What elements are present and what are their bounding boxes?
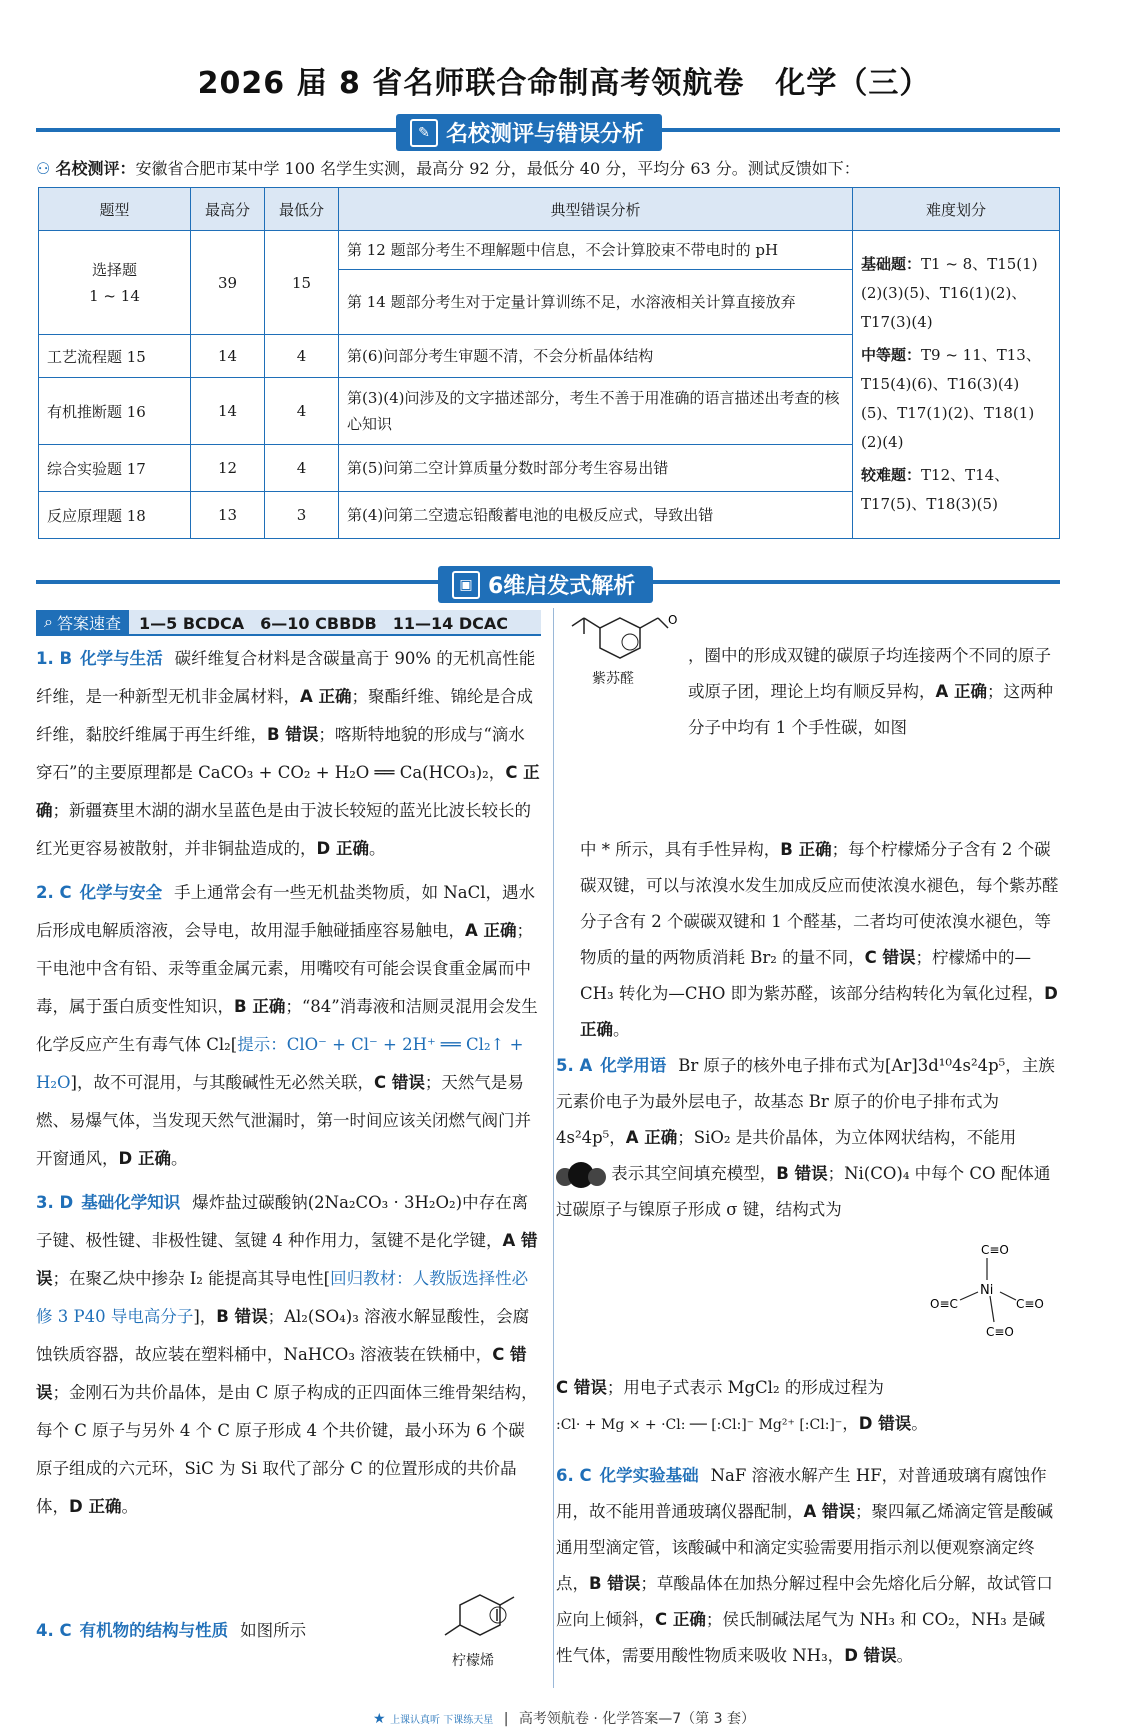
question-5: 5. A 化学用语 Br 原子的核外电子排布式为[Ar]3d¹⁰4s²4p⁵，主族元素价电子为最外层电子，故基态 Br 原子的价电子排布式为 4s²4p⁵，A 正确；SiO₂ 是共价晶体，为立体网状结构，不能用 表示其空间填充模型，B 错误；Ni(CO)₄ 中每个 CO 配体通过碳原子与镍原子形成 σ 键，结构式为 xyxy=(556,1056,1055,1219)
svg-text:Ni: Ni xyxy=(980,1283,994,1298)
min-score: 4 xyxy=(265,335,339,378)
error-analysis: 第 14 题部分考生对于定量计算训练不足，水溶液相关计算直接放弃 xyxy=(339,270,853,335)
table-header-row xyxy=(39,188,1060,231)
nickel-carbonyl-structure xyxy=(930,1238,1050,1348)
table-header: 难度划分 xyxy=(853,188,1060,231)
search-icon: ⌕ xyxy=(44,612,53,631)
difficulty-cell xyxy=(853,231,1060,539)
svg-text:C≡O: C≡O xyxy=(986,1325,1014,1339)
min-score: 4 xyxy=(265,378,339,445)
evaluation-text: 安徽省合肥市某中学 100 名学生实测，最高分 92 分，最低分 40 分，平均分 63 分。测试反馈如下： xyxy=(135,159,860,178)
evaluation-line xyxy=(36,156,860,179)
section-banner-analysis xyxy=(438,566,653,603)
users-icon: ⚇ xyxy=(36,159,51,178)
error-analysis: 第(4)问第二空遗忘铅酸蓄电池的电极反应式，导致出错 xyxy=(339,492,853,539)
section-title: 名校测评与错误分析 xyxy=(446,122,645,147)
answer-tag: ⌕ 答案速查 xyxy=(36,610,129,634)
svg-text:O: O xyxy=(668,613,678,627)
difficulty-medium: 中等题：T9 ~ 11、T13、T15(4)(6)、T16(3)(4)(5)、T17(1)(2)、T18(1)(2)(4) xyxy=(861,346,1041,451)
answer-quick-check xyxy=(36,610,541,636)
table-header: 典型错误分析 xyxy=(339,188,853,231)
max-score: 39 xyxy=(191,231,265,335)
min-score: 3 xyxy=(265,492,339,539)
min-score: 4 xyxy=(265,445,339,492)
limonene-label: 柠檬烯 xyxy=(452,1653,494,1669)
table-header: 最低分 xyxy=(265,188,339,231)
difficulty-hard: 较难题：T12、T14、T17(5)、T18(3)(5) xyxy=(861,466,1010,513)
error-analysis: 第 12 题部分考生不理解题中信息，不会计算胶束不带电时的 pH xyxy=(339,231,853,270)
section-title: 6维启发式解析 xyxy=(488,574,636,599)
max-score: 14 xyxy=(191,378,265,445)
svg-text:O≡C: O≡C xyxy=(930,1297,958,1311)
error-analysis: 第(5)问第二空计算质量分数时部分考生容易出错 xyxy=(339,445,853,492)
question-type: 工艺流程题 15 xyxy=(39,335,191,378)
max-score: 14 xyxy=(191,335,265,378)
max-score: 13 xyxy=(191,492,265,539)
question-type: 有机推断题 16 xyxy=(39,378,191,445)
error-analysis: 第(3)(4)问涉及的文字描述部分，考生不善于用准确的语言描述出考查的核心知识 xyxy=(339,378,853,445)
perilla-aldehyde-label: 紫苏醛 xyxy=(592,671,634,687)
page-title: 2026 届 8 省名师联合命制高考领航卷 化学（三） xyxy=(197,66,931,101)
document-edit-icon: ✎ xyxy=(410,119,438,147)
error-analysis-table xyxy=(38,187,1060,539)
svg-text:C≡O: C≡O xyxy=(1016,1297,1044,1311)
page-footer: ★ 上课认真听 下课练天星 | 高考领航卷 · 化学答案—7（第 3 套） xyxy=(373,1711,755,1727)
section-banner-evaluation xyxy=(396,114,662,151)
question-6: 6. C 化学实验基础 NaF 溶液水解产生 HF，对普通玻璃有腐蚀作用，故不能用普通玻璃仪器配制，A 错误；聚四氟乙烯滴定管是酸碱通用型滴定管，该酸碱中和滴定实验需要用指示剂以便观察滴定终点，B 错误；草酸晶体在加热分解过程中会先熔化后分解，故试管口应向上倾斜，C 正确；侯氏制碱法尾气为 NH₃ 和 CO₂，NH₃ 是碱性气体，需要用酸性物质来吸收 NH₃，D 错误。 xyxy=(556,1466,1054,1665)
max-score: 12 xyxy=(191,445,265,492)
footer-text: 高考领航卷 · 化学答案—7（第 3 套） xyxy=(518,1711,755,1727)
question-3: 3. D 基础化学知识 爆炸盐过碳酸钠(2Na₂CO₃ · 3H₂O₂)中存在离子键、极性键、非极性键、氢键 4 种作用力，氢键不是化学键，A 错误；在聚乙炔中掺杂 I₂ 能提高其导电性[回归教材：人教版选择性必修 3 P40 导电高分子]，B 错误；Al₂(SO₄)₃ 溶液水解显酸性，会腐蚀铁质容器，故应装在塑料桶中，NaHCO₃ 溶液装在铁桶中，C 错误；金刚石为共价晶体，是由 C 原子构成的正四面体三维骨架结构，每个 C 原子与另外 4 个 C 原子形成 4 个共价键，最小环为 6 个碳原子组成的六元环，SiC 为 Si 取代了部分 C 的位置形成的共价晶体，D 正确。 xyxy=(36,1193,538,1516)
question-type: 选择题 1 ~ 14 xyxy=(39,231,191,335)
footer-slogan: 上课认真听 下课练天星 xyxy=(390,1715,494,1726)
electron-formula: :Cl· + Mg × + ·Cl: ── [:Cl:]⁻ Mg²⁺ [:Cl:]⁻ xyxy=(556,1417,843,1433)
question-4-start: 4. C 有机物的结构与性质 如图所示 xyxy=(36,1621,307,1640)
column-divider xyxy=(553,608,554,1688)
space-filling-model-icon xyxy=(556,1162,606,1188)
table-header: 题型 xyxy=(39,188,191,231)
min-score: 15 xyxy=(265,231,339,335)
left-column xyxy=(36,640,541,1526)
svg-text:C≡O: C≡O xyxy=(981,1243,1009,1257)
evaluation-label: 名校测评： xyxy=(55,159,136,178)
question-5-end: C 错误；用电子式表示 MgCl₂ 的形成过程为 :Cl· + Mg × + ·Cl: ── [:Cl:]⁻ Mg²⁺ [:Cl:]⁻，D 错误。 xyxy=(556,1378,928,1433)
limonene-structure xyxy=(440,1585,520,1645)
question-1: 1. B 化学与生活 碳纤维复合材料是含碳量高于 90% 的无机高性能纤维，是一种新型无机非金属材料，A 正确；聚酯纤维、锦纶是合成纤维，黏胶纤维属于再生纤维，B 错误；喀斯特地貌的形成与“滴水穿石”的主要原理都是 CaCO₃ + CO₂ + H₂O ══ Ca(HCO₃)₂，C 正确；新疆赛里木湖的湖水呈蓝色是由于波长较短的蓝光比波长较长的红光更容易被散射，并非铜盐造成的，D 正确。 xyxy=(36,649,540,858)
question-4-body: 中 * 所示，具有手性异构，B 正确；每个柠檬烯分子含有 2 个碳碳双键，可以与浓溴水发生加成反应而使浓溴水褪色，每个紫苏醛分子含有 2 个碳碳双键和 1 个醛基，二者均可使浓溴水褪色，等物质的量的两物质消耗 Br₂ 的量不同，C 错误；柠檬烯中的—CH₃ 转化为—CHO 即为紫苏醛，该部分结构转化为氧化过程，D 正确。 xyxy=(580,840,1059,1039)
question-2: 2. C 化学与安全 手上通常会有一些无机盐类物质，如 NaCl，遇水后形成电解质溶液，会导电，故用湿手触碰插座容易触电，A 正确；干电池中含有铅、汞等重金属元素，用嘴咬有可能会误食重金属而中毒，属于蛋白质变性知识，B 正确；“84”消毒液和洁厕灵混用会发生化学反应产生有毒气体 Cl₂[提示：ClO⁻ + Cl⁻ + 2H⁺ ══ Cl₂↑ + H₂O]，故不可混用，与其酸碱性无必然关联，C 错误；天然气是易燃、易爆气体，当发现天然气泄漏时，第一时间应该关闭燃气阀门并开窗通风，D 正确。 xyxy=(36,883,538,1168)
question-type: 综合实验题 17 xyxy=(39,445,191,492)
difficulty-basic: 基础题：T1 ~ 8、T15(1)(2)(3)(5)、T16(1)(2)、T17(3)(4) xyxy=(861,255,1038,331)
answer-key: 1—5 BCDCA 6—10 CBBDB 11—14 DCAC xyxy=(138,613,508,633)
question-type: 反应原理题 18 xyxy=(39,492,191,539)
star-logo-icon: ★ xyxy=(373,1711,386,1727)
monitor-icon: ▣ xyxy=(452,571,480,599)
error-analysis: 第(6)问部分考生审题不清，不会分析晶体结构 xyxy=(339,335,853,378)
table-header: 最高分 xyxy=(191,188,265,231)
question-4-continued: ，圈中的形成双键的碳原子均连接两个不同的原子或原子团，理论上均有顺反异构，A 正确；这两种分子中均有 1 个手性碳，如图 xyxy=(688,646,1054,737)
table-row xyxy=(39,231,1060,270)
